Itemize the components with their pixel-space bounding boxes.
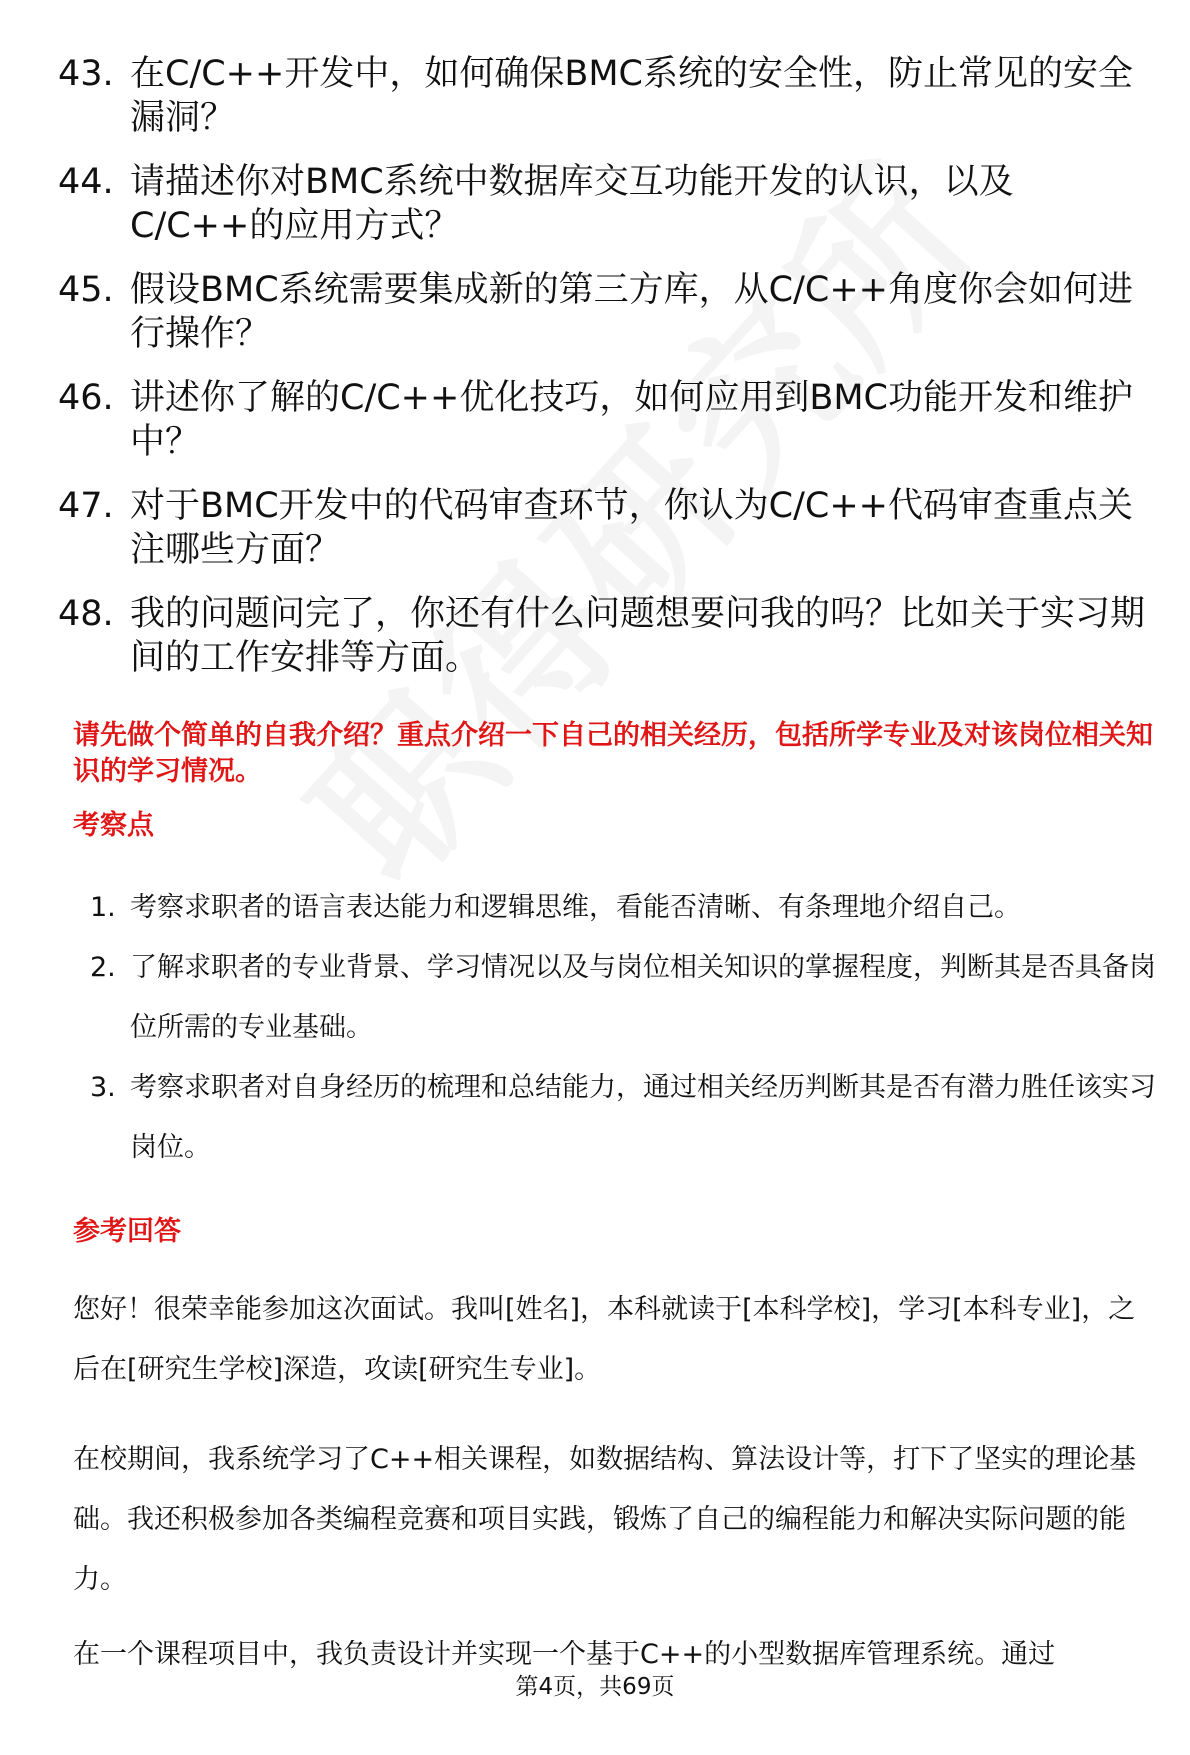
question-item — [58, 160, 1158, 248]
assessment-points — [90, 878, 1160, 1178]
question-item — [58, 52, 1158, 140]
question-text: 对于BMC开发中的代码审查环节，你认为C/C++代码审查重点关注哪些方面？ — [130, 486, 1133, 570]
question-number: 45. — [58, 270, 114, 310]
assessment-point — [90, 1058, 1160, 1178]
question-text: 假设BMC系统需要集成新的第三方库，从C/C++角度你会如何进行操作？ — [130, 270, 1133, 354]
question-text: 讲述你了解的C/C++优化技巧，如何应用到BMC功能开发和维护中？ — [130, 378, 1133, 462]
question-number: 46. — [58, 378, 114, 418]
point-text: 考察求职者对自身经历的梳理和总结能力，通过相关经历判断其是否有潜力胜任该实习岗位。 — [130, 1072, 1156, 1163]
question-item — [58, 376, 1158, 464]
point-number: 2. — [90, 952, 116, 983]
question-number: 43. — [58, 54, 114, 94]
point-number: 1. — [90, 892, 116, 923]
answer-paragraph: 您好！很荣幸能参加这次面试。我叫[姓名]，本科就读于[本科学校]，学习[本科专业]，之后在[研究生学校]深造，攻读[研究生专业]。 — [73, 1294, 1136, 1385]
question-item — [58, 484, 1158, 572]
answer-heading: 参考回答 — [73, 1216, 181, 1247]
page-footer: 第4页，共69页 — [515, 1674, 675, 1700]
question-number: 44. — [58, 162, 114, 202]
question-text: 我的问题问完了，你还有什么问题想要问我的吗？比如关于实习期间的工作安排等方面。 — [130, 594, 1146, 678]
answer-paragraph: 在校期间，我系统学习了C++相关课程，如数据结构、算法设计等，打下了坚实的理论基础。我还积极参加各类编程竞赛和项目实践，锻炼了自己的编程能力和解决实际问题的能力。 — [73, 1444, 1137, 1595]
question-item — [58, 268, 1158, 356]
point-text: 了解求职者的专业背景、学习情况以及与岗位相关知识的掌握程度，判断其是否具备岗位所需的专业基础。 — [130, 952, 1156, 1043]
highlight-question: 请先做个简单的自我介绍？重点介绍一下自己的相关经历，包括所学专业及对该岗位相关知识的学习情况。 — [73, 720, 1153, 787]
question-number: 48. — [58, 594, 114, 634]
point-text: 考察求职者的语言表达能力和逻辑思维，看能否清晰、有条理地介绍自己。 — [130, 892, 1021, 923]
assessment-point — [90, 938, 1160, 1058]
answer-paragraph: 在一个课程项目中，我负责设计并实现一个基于C++的小型数据库管理系统。通过 — [73, 1640, 1056, 1670]
question-list — [58, 52, 1158, 700]
question-text: 在C/C++开发中，如何确保BMC系统的安全性，防止常见的安全漏洞？ — [130, 54, 1133, 138]
question-number: 47. — [58, 486, 114, 526]
assessment-heading: 考察点 — [73, 810, 154, 841]
point-number: 3. — [90, 1072, 116, 1103]
question-item — [58, 592, 1158, 680]
question-text: 请描述你对BMC系统中数据库交互功能开发的认识，以及C/C++的应用方式？ — [130, 162, 1014, 246]
assessment-point — [90, 878, 1160, 938]
